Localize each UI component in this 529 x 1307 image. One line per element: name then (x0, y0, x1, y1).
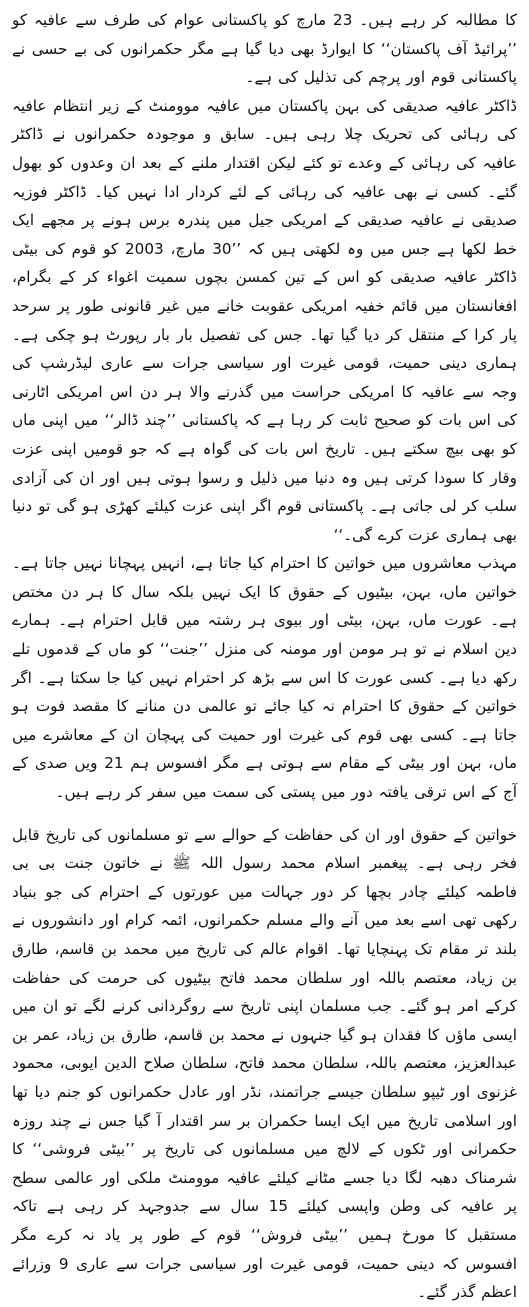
article-paragraph-2: ڈاکٹر عافیہ صدیقی کی بہن پاکستان میں عافیہ موومنٹ کے زیر انتظام عافیہ کی رہائی کی تحریک چلا رہی ہیں۔ سابق و موجودہ حکمرانوں نے ڈاکٹر عافیہ کی رہائی کے وعدے تو کئے لیکن اقتدار ملنے کے بعد ان وعدوں کو بھول گئے۔ کسی نے بھی عافیہ کی رہائی کے لئے کردار ادا نہیں کیا۔ ڈاکٹر فوزیہ صدیقی نے عافیہ صدیقی کے امریکی جیل میں پندرہ برس ہونے پر مجھے ایک خط لکھا ہے جس میں وہ لکھتی ہیں کہ ’’30 مارچ، 2003 کو قوم کی بیٹی ڈاکٹر عافیہ صدیقی کو اس کے تین کمسن بچوں سمیت اغواء کر کے بگرام، افغانستان میں قائم خفیہ امریکی عقوبت خانے میں غیر قانونی طور پر سرحد پار کرا کے منتقل کر دیا گیا تھا۔ جس کی تفصیل بار بار رپورٹ ہو چکی ہے۔ ہماری دینی حمیت، قومی غیرت اور سیاسی جرات سے عاری لیڈرشپ کی وجہ سے عافیہ کا امریکی حراست میں گذرنے والا ہر دن اس امریکی اٹارنی کی اس بات کو صحیح ثابت کر رہا ہے کہ پاکستانی ’’چند ڈالر‘‘ میں اپنی ماں کو بھی بیچ سکتے ہیں۔ تاریخ اس بات کی گواہ ہے کہ جو قومیں اپنی عزت وقار کا سودا کرتی ہیں وہ دنیا میں ذلیل و رسوا ہوتی ہیں اور ان کی آزادی سلب کر لی جاتی ہے۔ پاکستانی قوم اگر اپنی عزت کیلئے کھڑی ہو گی تو دنیا بھی ہماری عزت کرے گی۔‘‘ (12, 96, 517, 544)
article-paragraph-3: مہذب معاشروں میں خواتین کا احترام کیا جاتا ہے، انہیں پہچانا نہیں جاتا ہے۔ خواتین ماں، بہن، بیٹیوں کے حقوق کا ایک نہیں بلکہ سال کا ہر دن مختص ہے۔ عورت ماں، بہن، بیٹی اور بیوی ہر رشتہ میں قابل احترام ہے۔ ہمارے دین اسلام نے تو ہر مومن اور مومنہ کی منزل ’’جنت‘‘ کو ماں کے قدموں تلے رکھ دیا ہے۔ کسی عورت کا اس سے بڑھ کر احترام نہیں کیا جا سکتا ہے۔ اگر خواتین کے حقوق کا احترام نہ کیا جائے تو عالمی دن منانے کا مقصد فوت ہو جاتا ہے۔ کسی بھی قوم کی غیرت اور حمیت کی پہچان ان کے معاشرے میں ماں، بہن اور بیٹی کے مقام سے ہوتی ہے مگر افسوس ہم 21 ویں صدی کے آج کے اس ترقی یافتہ دور میں پستی کی سمت میں سفر کر رہے ہیں۔ (12, 554, 517, 802)
article-paragraph-4: خواتین کے حقوق اور ان کی حفاظت کے حوالے سے تو مسلمانوں کی تاریخ قابل فخر رہی ہے۔ پیغمبر اسلام محمد رسول اللہ ﷺ نے خاتون جنت بی بی فاطمہ کیلئے چادر بچھا کر دور جہالت میں عورتوں کے احترام کی جو بنیاد رکھی تھی اسے بعد میں آنے والے مسلم حکمرانوں، ائمہ کرام اور دانشوروں نے بلند تر مقام تک پہنچایا تھا۔ اقوام عالم کی تاریخ میں محمد بن قاسم، طارق بن زیاد، معتصم باللہ اور سلطان محمد فاتح بیٹیوں کی حرمت کی حفاظت کرکے امر ہو گئے۔ جب مسلمان اپنی تاریخ سے روگردانی کرنے لگے تو ان میں ایسی ماؤں کا فقدان ہو گیا جنہوں نے محمد بن قاسم، طارق بن زیاد، عمر بن عبدالعزیز، معتصم باللہ، سلطان محمد فاتح، سلطان صلاح الدین ایوبی، محمود غزنوی اور ٹیپو سلطان جیسے جراتمند، نڈر اور عادل حکمرانوں کو جنم دیا تھا اور اسلامی تاریخ میں ایک ایسا حکمران بر سر اقتدار آ گیا جس نے چند روزہ حکمرانی اور ٹکوں کے لالچ میں مسلمانوں کی تاریخ پر ’’بیٹی فروشی‘‘ کا شرمناک دھبہ لگا دیا جسے مٹانے کیلئے عافیہ موومنٹ ملکی اور عالمی سطح پر عافیہ کی وطن واپسی کیلئے 15 سال سے جدوجہد کر رہی ہے تاکہ مستقبل کا مورخ ہمیں ’’بیٹی فروش‘‘ قوم کے طور پر یاد نہ کرے مگر افسوس کہ دینی حمیت، قومی غیرت اور سیاسی جرات سے عاری 9 وزرائے اعظم گذر گئے۔ (12, 825, 517, 1302)
article-paragraph-1: کا مطالبہ کر رہے ہیں۔ 23 مارچ کو پاکستانی عوام کی طرف سے عافیہ کو ’’پرائیڈ آف پاکستان‘‘ کا ایوارڈ بھی دیا گیا ہے مگر حکمرانوں کی بے حسی نے پاکستانی قوم اور پرچم کی تذلیل کی ہے۔ (12, 11, 518, 87)
